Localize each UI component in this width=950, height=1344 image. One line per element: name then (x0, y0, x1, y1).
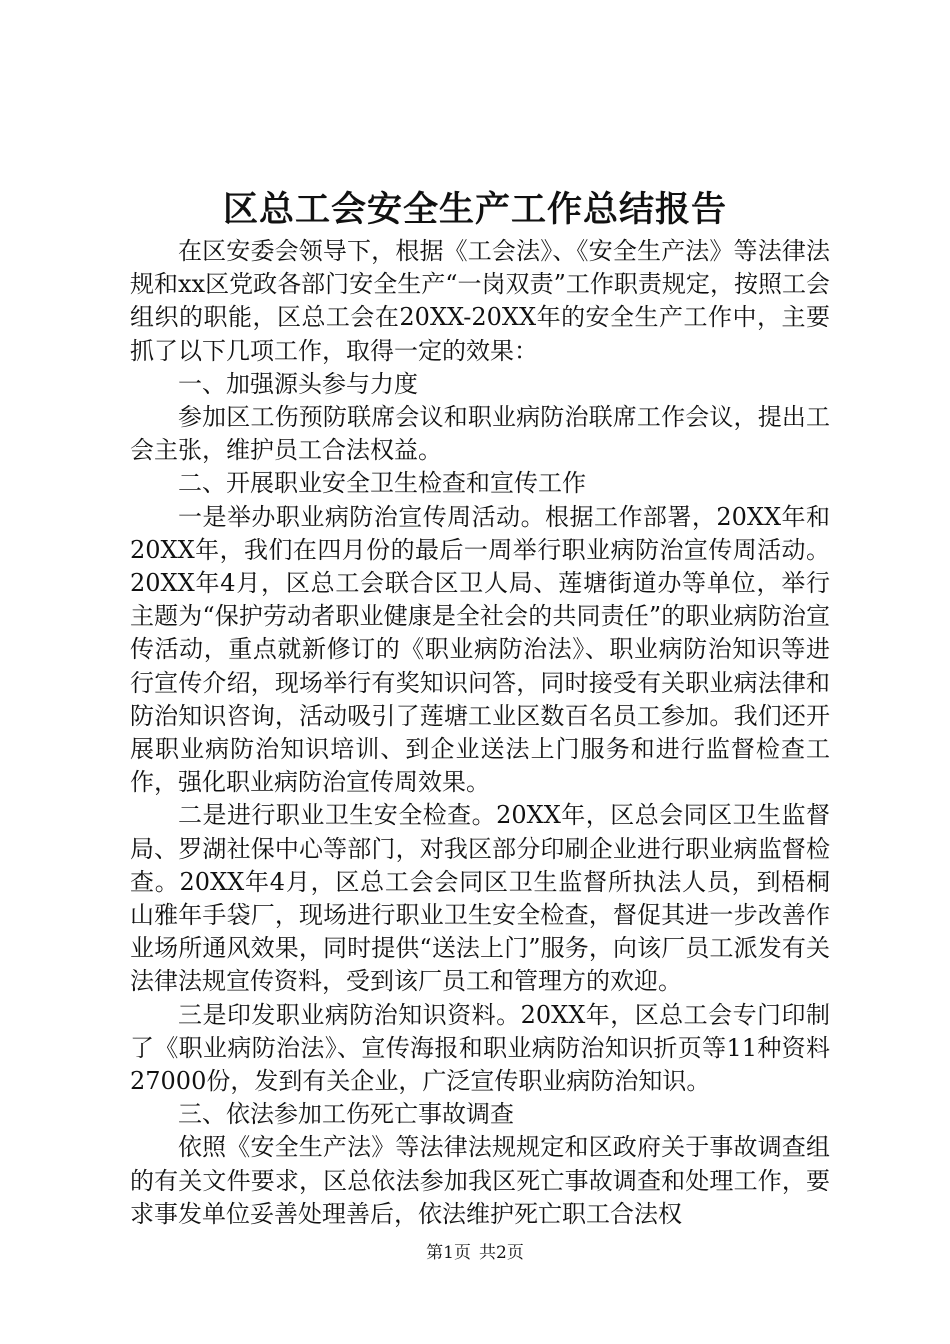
section-heading-3: 三、依法参加工伤死亡事故调查 (178, 1100, 514, 1129)
page-footer (0, 1241, 950, 1265)
body-paragraph: 一是举办职业病防治宣传周活动。根据工作部署，20XX年和20XX年，我们在四月份的最后一周举行职业病防治宣传周活动。20XX年4月，区总工会联合区卫人局、莲塘街道办等单位，举行主题为“保护劳动者职业健康是全社会的共同责任”的职业病防治宣传活动，重点就新修订的《职业病防治法》、职业病防治知识等进行宣传介绍，现场举行有奖知识问答，同时接受有关职业病法律和防治知识咨询，活动吸引了莲塘工业区数百名员工参加。我们还开展职业病防治知识培训、到企业送法上门服务和进行监督检查工作，强化职业病防治宣传周效果。 (130, 502, 830, 797)
page-total: 共2页 (479, 1243, 524, 1263)
body-paragraph: 依照《安全生产法》等法律法规规定和区政府关于事故调查组的有关文件要求，区总依法参加我区死亡事故调查和处理工作，要求事发单位妥善处理善后，依法维护死亡职工合法权 (130, 1133, 830, 1228)
document-body (130, 235, 830, 1231)
document-title: 区总工会安全生产工作总结报告 (222, 189, 727, 230)
body-paragraph: 二是进行职业卫生安全检查。20XX年，区总会同区卫生监督局、罗湖社保中心等部门，对我区部分印刷企业进行职业病监督检查。20XX年4月，区总工会会同区卫生监督所执法人员，到梧桐山雅年手袋厂，现场进行职业卫生安全检查，督促其进一步改善作业场所通风效果，同时提供“送法上门”服务，向该厂员工派发有关法律法规宣传资料，受到该厂员工和管理方的欢迎。 (130, 801, 830, 996)
body-paragraph: 参加区工伤预防联席会议和职业病防治联席工作会议，提出工会主张，维护员工合法权益。 (130, 403, 830, 465)
section-heading-1: 一、加强源头参与力度 (178, 369, 418, 398)
body-paragraph: 三是印发职业病防治知识资料。20XX年，区总工会专门印制了《职业病防治法》、宣传海报和职业病防治知识折页等11种资料27000份，发到有关企业，广泛宣传职业病防治知识。 (130, 1000, 830, 1096)
section-heading-2: 二、开展职业安全卫生检查和宣传工作 (178, 469, 586, 498)
page-number: 第1页 (426, 1243, 471, 1263)
intro-paragraph: 在区安委会领导下，根据《工会法》、《安全生产法》等法律法规和xx区党政各部门安全生产“一岗双责”工作职责规定，按照工会组织的职能，区总工会在20XX-20XX年的安全生产工作中，主要抓了以下几项工作，取得一定的效果： (130, 237, 830, 365)
